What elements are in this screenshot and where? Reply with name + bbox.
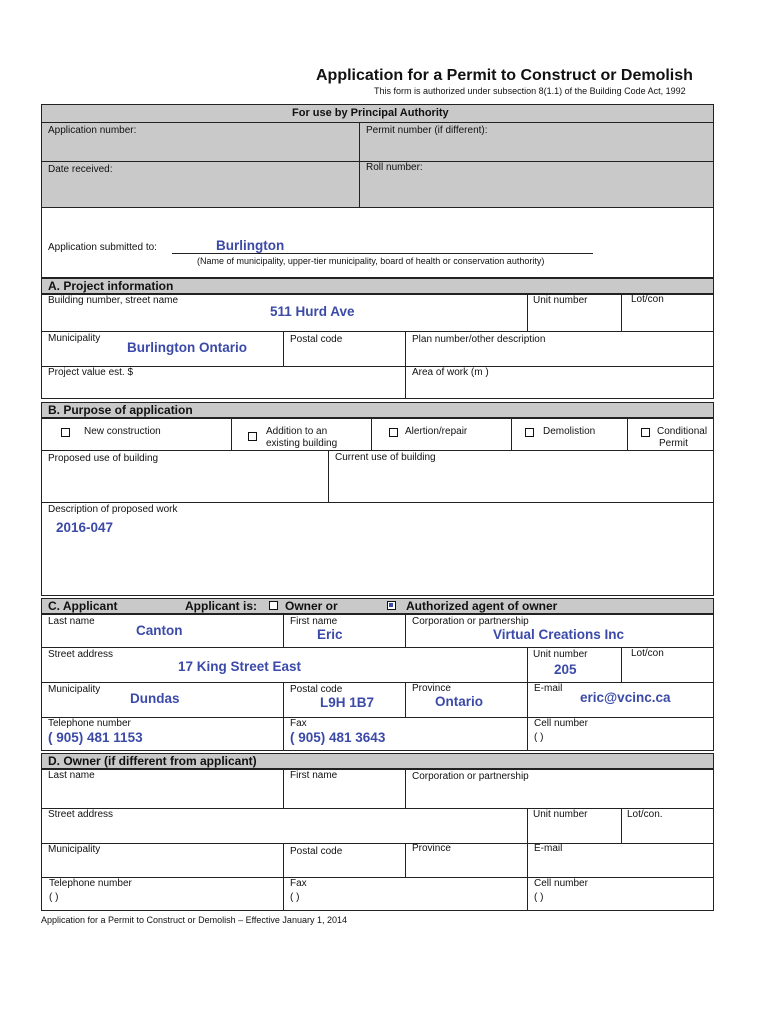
section-c-heading: C. Applicant (41, 598, 714, 614)
divider (621, 647, 622, 682)
conditional-permit-label: Conditional (657, 426, 708, 437)
applicant-is-label: Applicant is: (185, 599, 258, 613)
owner-checkbox[interactable] (269, 601, 278, 610)
divider (405, 682, 406, 717)
applicant-last-name-value[interactable]: Canton (136, 623, 183, 638)
project-value-label: Project value est. $ (48, 367, 134, 378)
owner-municipality-label: Municipality (48, 844, 101, 855)
owner-last-name-label: Last name (48, 770, 95, 781)
owner-postal-label: Postal code (290, 846, 343, 857)
owner-street-label: Street address (48, 809, 114, 820)
agent-checkbox[interactable] (387, 601, 396, 610)
divider (511, 418, 512, 450)
divider (41, 450, 714, 451)
divider (527, 647, 528, 751)
applicant-telephone-value[interactable]: ( 905) 481 1153 (48, 730, 143, 745)
section-d-body (41, 769, 714, 911)
lot-label: Lot/con (631, 294, 664, 305)
date-received-label: Date received: (48, 164, 113, 175)
plan-label: Plan number/other description (412, 334, 546, 345)
owner-fax-value[interactable]: ( ) (290, 892, 300, 903)
owner-fax-label: Fax (290, 878, 307, 889)
conditional-permit-checkbox[interactable] (641, 428, 650, 437)
submitted-to-note: (Name of municipality, upper-tier municipality, board of health or conservation authority) (197, 256, 545, 266)
addition-label-line2: existing building (266, 438, 338, 449)
area-label: Area of work (m ) (412, 367, 489, 378)
divider (405, 769, 406, 808)
divider (527, 294, 528, 331)
applicant-municipality-label: Municipality (48, 684, 101, 695)
divider (621, 808, 622, 843)
divider (283, 843, 284, 911)
alteration-label: Alertion/repair (405, 426, 468, 437)
addition-label: Addition to an (266, 426, 328, 437)
applicant-lot-label: Lot/con (631, 648, 664, 659)
form-title: Application for a Permit to Construct or Demolish (316, 67, 693, 84)
applicant-telephone-label: Telephone number (48, 718, 131, 729)
owner-province-label: Province (412, 843, 451, 854)
owner-cell-label: Cell number (534, 878, 588, 889)
demolition-label: Demolistion (543, 426, 596, 437)
owner-telephone-label: Telephone number (49, 878, 132, 889)
applicant-corporation-label: Corporation or partnership (412, 616, 529, 627)
divider (405, 843, 406, 877)
divider (41, 808, 714, 809)
divider (621, 294, 622, 331)
divider (41, 682, 714, 683)
authority-heading: For use by Principal Authority (292, 107, 449, 119)
footer-text: Application for a Permit to Construct or Demolish – Effective January 1, 2014 (41, 915, 347, 925)
current-use-label: Current use of building (335, 452, 436, 463)
building-value[interactable]: 511 Hurd Ave (270, 304, 355, 319)
agent-option-label: Authorized agent of owner (406, 599, 558, 613)
owner-option-label: Owner or (285, 599, 338, 613)
divider (328, 450, 329, 502)
unit-label: Unit number (533, 295, 588, 306)
applicant-first-name-label: First name (290, 616, 338, 627)
municipality-value[interactable]: Burlington Ontario (127, 340, 247, 355)
divider (405, 331, 406, 399)
municipality-label: Municipality (48, 333, 101, 344)
applicant-email-value[interactable]: eric@vcinc.ca (580, 690, 671, 705)
divider (405, 614, 406, 647)
applicant-cell-label: Cell number (534, 718, 588, 729)
applicant-unit-value[interactable]: 205 (554, 662, 577, 677)
building-label: Building number, street name (48, 295, 179, 306)
alteration-checkbox[interactable] (389, 428, 398, 437)
applicant-corporation-value[interactable]: Virtual Creations Inc (493, 627, 625, 642)
divider (283, 331, 284, 366)
new-construction-label: New construction (84, 426, 161, 437)
submitted-to-value[interactable]: Burlington (216, 238, 285, 253)
conditional-permit-label-line2: Permit (659, 438, 688, 449)
postal-label: Postal code (290, 334, 343, 345)
divider (359, 122, 360, 208)
divider (41, 366, 714, 367)
description-value[interactable]: 2016-047 (56, 520, 114, 535)
divider (41, 647, 714, 648)
divider (41, 717, 714, 718)
applicant-last-name-label: Last name (48, 616, 95, 627)
divider (627, 418, 628, 450)
divider (527, 808, 528, 911)
applicant-municipality-value[interactable]: Dundas (130, 691, 180, 706)
divider (41, 122, 714, 123)
proposed-use-label: Proposed use of building (48, 453, 159, 464)
owner-corporation-label: Corporation or partnership (412, 771, 529, 782)
applicant-street-value[interactable]: 17 King Street East (178, 659, 302, 674)
owner-telephone-value[interactable]: ( ) (49, 892, 59, 903)
owner-cell-value[interactable]: ( ) (534, 892, 544, 903)
applicant-first-name-value[interactable]: Eric (317, 627, 343, 642)
divider (371, 418, 372, 450)
divider (283, 614, 284, 647)
addition-checkbox[interactable] (248, 432, 257, 441)
section-b-heading: B. Purpose of application (41, 402, 714, 418)
roll-number-label: Roll number: (366, 162, 423, 173)
owner-email-label: E-mail (534, 843, 563, 854)
section-a-heading: A. Project information (41, 278, 714, 294)
demolition-checkbox[interactable] (525, 428, 534, 437)
applicant-fax-value[interactable]: ( 905) 481 3643 (290, 730, 386, 745)
applicant-street-label: Street address (48, 649, 114, 660)
new-construction-checkbox[interactable] (61, 428, 70, 437)
owner-unit-label: Unit number (533, 809, 588, 820)
divider (283, 682, 284, 751)
applicant-province-label: Province (412, 683, 451, 694)
applicant-email-label: E-mail (534, 683, 563, 694)
permit-number-label: Permit number (if different): (366, 125, 488, 136)
divider (41, 502, 714, 503)
owner-lot-label: Lot/con. (627, 809, 663, 820)
applicant-province-value[interactable]: Ontario (435, 694, 484, 709)
applicant-postal-value[interactable]: L9H 1B7 (320, 695, 375, 710)
divider (283, 769, 284, 808)
section-d-heading: D. Owner (if different from applicant) (41, 753, 714, 769)
application-number-label: Application number: (48, 125, 137, 136)
applicant-fax-label: Fax (290, 718, 307, 729)
authority-grey-area (41, 104, 714, 208)
applicant-cell-value[interactable]: ( ) (534, 732, 544, 743)
divider (41, 843, 714, 844)
description-label: Description of proposed work (48, 504, 178, 515)
form-subtitle: This form is authorized under subsection 8(1.1) of the Building Code Act, 1992 (374, 86, 686, 96)
divider (231, 418, 232, 450)
divider (41, 331, 714, 332)
divider (41, 877, 714, 878)
submitted-to-label: Application submitted to: (48, 242, 157, 253)
applicant-postal-label: Postal code (290, 684, 343, 695)
applicant-unit-label: Unit number (533, 649, 588, 660)
owner-first-name-label: First name (290, 770, 338, 781)
